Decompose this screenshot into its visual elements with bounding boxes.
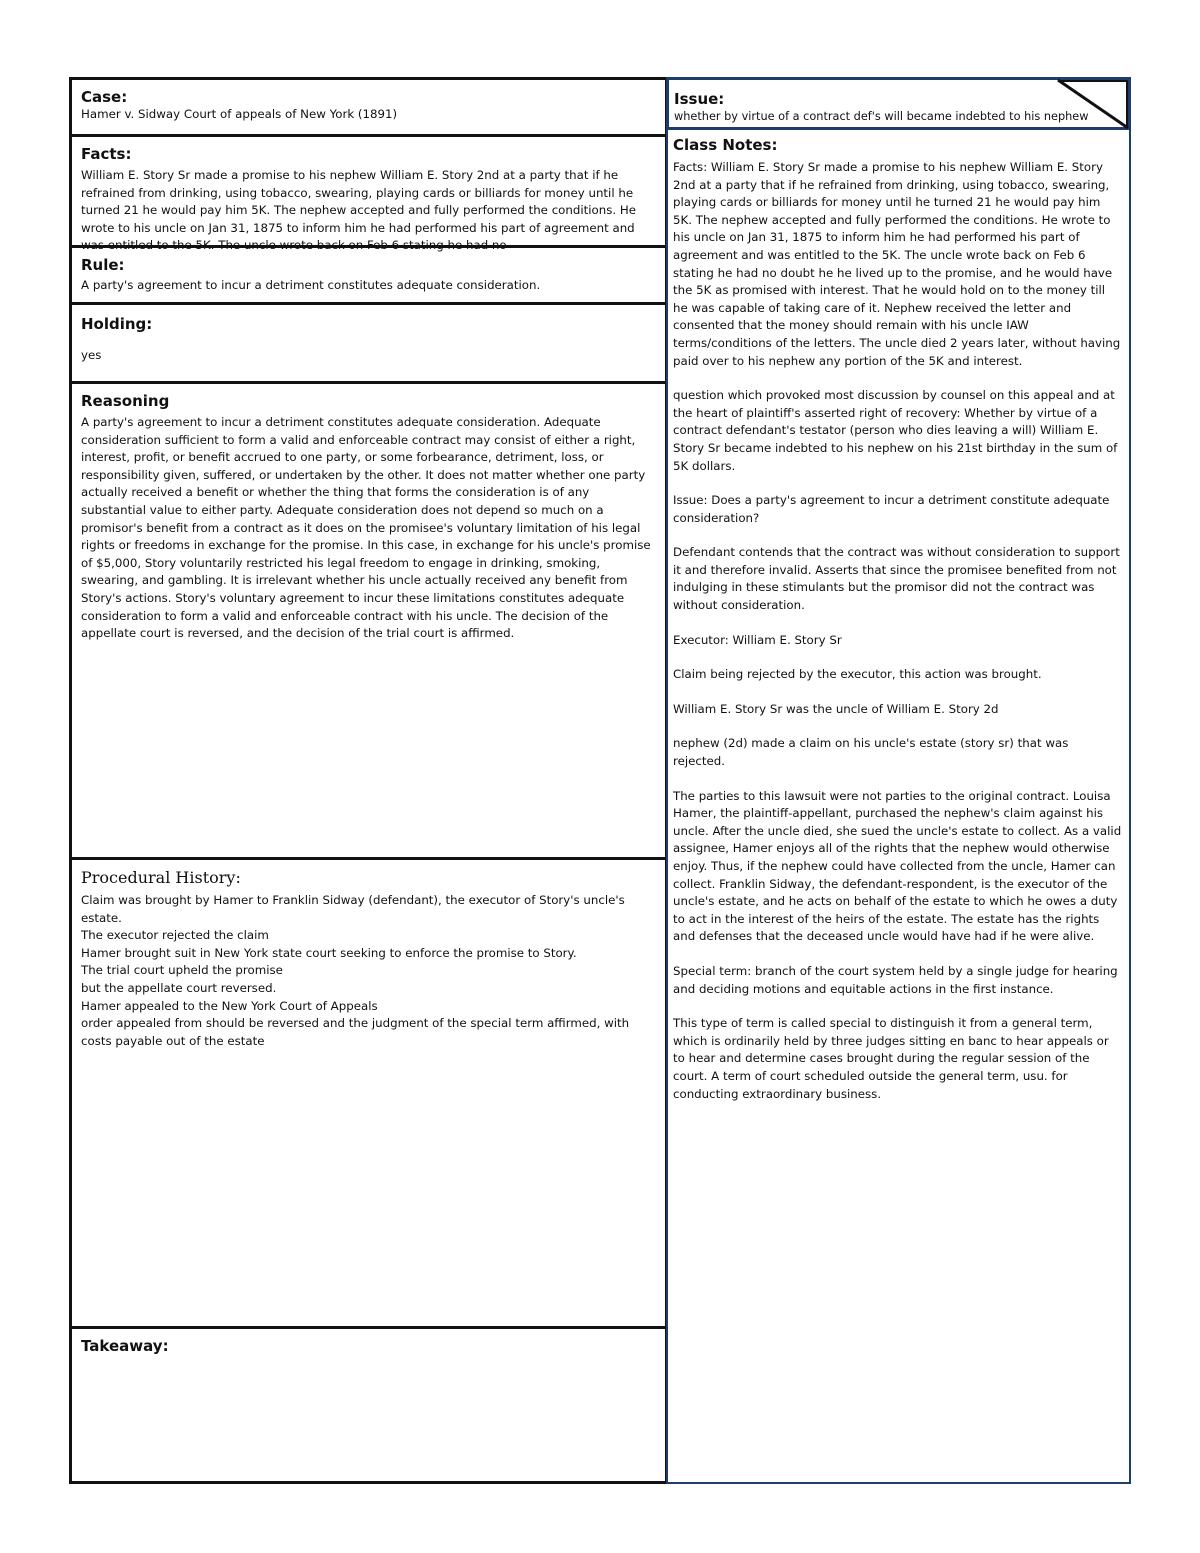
- class-notes-paragraph: Executor: William E. Story Sr: [673, 632, 842, 647]
- procedural-history-section: [69, 857, 668, 1326]
- procedural-history-label: Procedural History:: [81, 868, 241, 887]
- class-notes-paragraph: Claim being rejected by the executor, this action was brought.: [673, 667, 1042, 682]
- corner-fold-icon: [1058, 80, 1128, 128]
- class-notes-paragraph: Special term: branch of the court system held by a single judge for hearing and deciding motions and equitable actions in the first instance.: [673, 963, 1118, 996]
- class-notes-label: Class Notes:: [673, 136, 778, 154]
- issue-label: Issue:: [674, 90, 725, 108]
- class-notes-paragraph: Defendant contends that the contract was without consideration to support it and therefore invalid. Asserts that since the promisee benefited from not indulging in these stimulants but the promisor did not the contract was without consideration.: [673, 545, 1120, 613]
- class-notes-paragraph: William E. Story Sr was the uncle of William E. Story 2d: [673, 701, 999, 716]
- case-text: Hamer v. Sidway Court of appeals of New York (1891): [81, 107, 398, 121]
- case-label: Case:: [81, 88, 128, 106]
- class-notes-paragraph: Issue: Does a party's agreement to incur a detriment constitute adequate consideration?: [673, 493, 1110, 525]
- reasoning-section: [69, 381, 668, 857]
- class-notes-paragraph: nephew (2d) made a claim on his uncle's estate (story sr) that was rejected.: [673, 736, 1069, 769]
- rule-section: [69, 245, 668, 302]
- holding-label: Holding:: [81, 315, 153, 333]
- issue-section: [666, 77, 1131, 130]
- class-notes-paragraph: Facts: William E. Story Sr made a promise to his nephew William E. Story 2nd at a party that if he refrained from drinking, using tobacco, swearing, playing cards or billiards for money until he turned 21 he would pay him 5K. The nephew accepted and fully performed the conditions. He wrote to his uncle on Jan 31, 1875 to inform him he had performed his part of agreement and was entitled to the 5K. The uncle wrote back on Feb 6 stating he had no doubt he he lived up to the promise, and he would have the 5K as promised with interest. That he would hold on to the money till he was capable of taking care of it. Nephew received the letter and consented that the money should remain with his uncle IAW terms/conditions of the letters. The uncle died 2 years later, without having paid over to his nephew any portion of the 5K and interest.: [673, 160, 1121, 368]
- class-notes-paragraph: question which provoked most discussion by counsel on this appeal and at the heart of plaintiff's asserted right of recovery: Whether by virtue of a contract defendant's testator (person who dies leaving a will) William E. Story Sr became indebted to his nephew on his 21st birthday in the sum of 5K dollars.: [673, 388, 1118, 473]
- reasoning-label: Reasoning: [81, 392, 170, 410]
- class-notes-paragraph: The parties to this lawsuit were not parties to the original contract. Louisa Hamer, the plaintiff-appellant, purchased the nephew's claim against his uncle. After the uncle died, she sued the uncle's estate to collect. As a valid assignee, Hamer enjoys all of the rights that the nephew would otherwise enjoy. Thus, if the nephew could have collected from the uncle, Hamer can collect. Franklin Sidway, the defendant-respondent, is the executor of the uncle's estate, and he acts on behalf of the estate to which he owes a duty to act in the interest of the heirs of the estate. The estate has the rights and defenses that the deceased uncle would have had if he were alive.: [673, 788, 1122, 944]
- facts-section: [69, 134, 668, 253]
- reasoning-text: A party's agreement to incur a detriment constitutes adequate consideration. Adequate consideration sufficient to form a valid and enforceable contract may consist of either a right, interest, profit, or benefit accrued to one party, or some forbearance, detriment, loss, or responsibility given, suffered, or undertaken by the other. It does not matter whether one party actually received a benefit or whether the thing that forms the consideration is of any substantial value to either party. Adequate consideration does not depend so much on a promisor's benefit from a contract as it does on the promisee's voluntary limitation of his legal rights or freedoms in exchange for the promise. In this case, in exchange for his uncle's promise of $5,000, Story voluntarily restricted his legal freedom to engage in drinking, smoking, swearing, and gambling. It is irrelevant whether his uncle actually received any benefit from Story's actions. Story's voluntary agreement to incur these limitations constitutes adequate consideration to form a valid and enforceable contract with his uncle. The decision of the appellate court is reversed, and the decision of the trial court is affirmed.: [81, 415, 651, 641]
- rule-text: A party's agreement to incur a detriment constitutes adequate consideration.: [81, 278, 541, 292]
- holding-section: [69, 302, 668, 381]
- takeaway-label: Takeaway:: [81, 1337, 169, 1355]
- class-notes-paragraph: This type of term is called special to distinguish it from a general term, which is ordinarily held by three judges sitting en banc to hear appeals or to hear and determine cases brought during the regular session of the court. A term of court scheduled outside the general term, usu. for conducting extraordinary business.: [673, 1016, 1109, 1101]
- facts-label: Facts:: [81, 145, 132, 163]
- class-notes-body: [673, 159, 1123, 1103]
- procedural-history-text: Claim was brought by Hamer to Franklin Sidway (defendant), the executor of Story's uncle's estate. The executor rejected the claim Hamer brought suit in New York state court seeking to enforce the promise to Story. The trial court upheld the promise but the appellate court reversed. Hamer appealed to the New York Court of Appeals order appealed from should be reversed and the judgment of the special term affirmed, with costs payable out of the estate: [81, 893, 630, 1048]
- class-notes-section: [666, 130, 1131, 1484]
- holding-text: yes: [81, 348, 102, 362]
- rule-label: Rule:: [81, 256, 125, 274]
- case-section: [69, 77, 668, 134]
- facts-text: William E. Story Sr made a promise to his nephew William E. Story 2nd at a party that if he refrained from drinking, using tobacco, swearing, playing cards or billiards for money until he turned 21 he would pay him 5K. The nephew accepted and fully performed the conditions. He wrote to his uncle on Jan 31, 1875 to inform him he had performed his part of agreement and was entitled to the 5K. The uncle wrote back on Feb 6 stating he had no: [81, 168, 637, 253]
- takeaway-section: [69, 1326, 668, 1484]
- issue-text: whether by virtue of a contract def's will became indebted to his nephew: [674, 110, 1089, 123]
